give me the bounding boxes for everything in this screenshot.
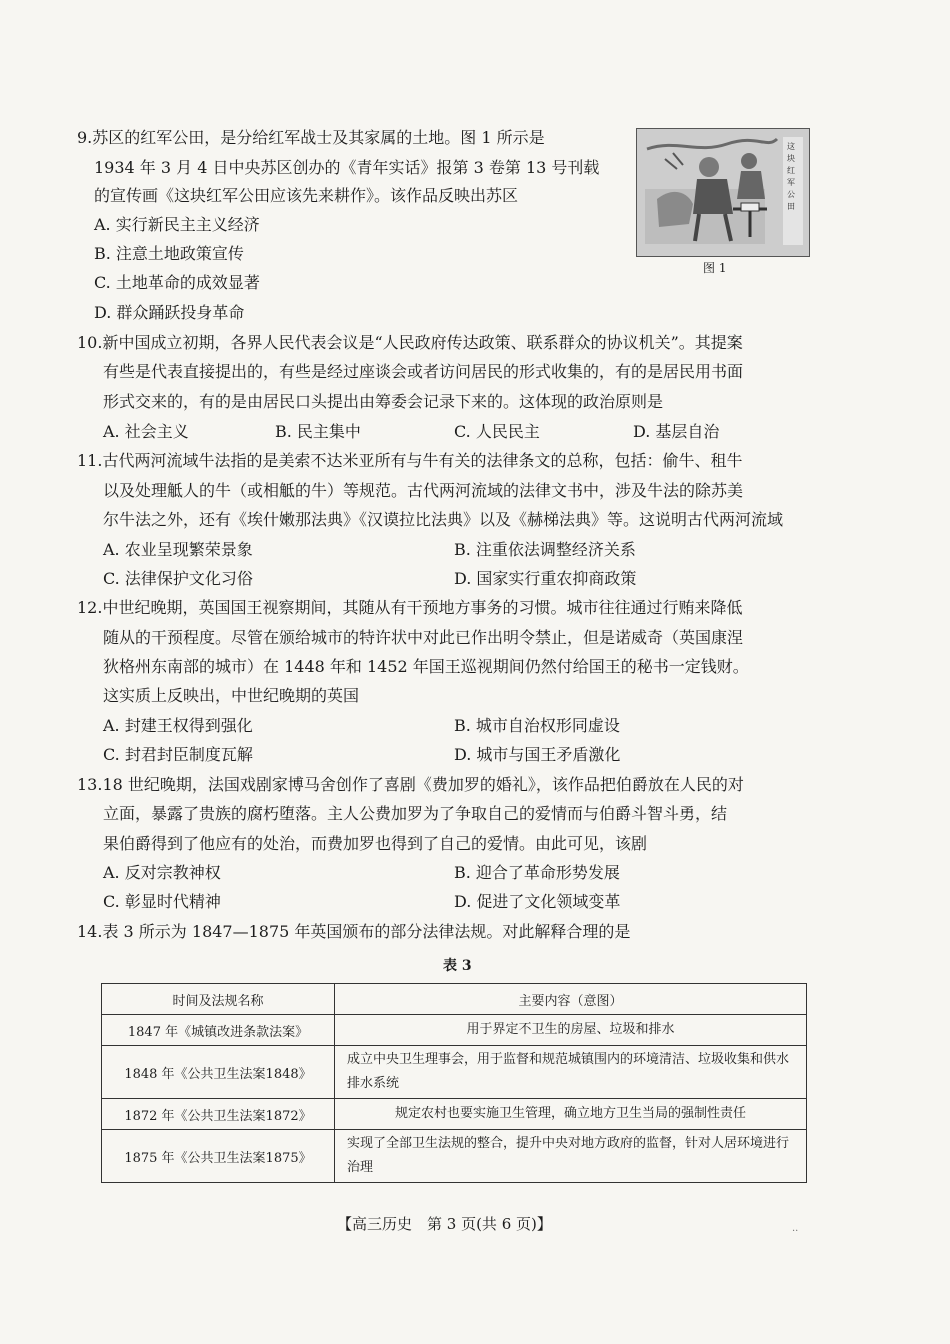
table-cell: 1848 年《公共卫生法案1848》 (102, 1046, 335, 1099)
question-10-line: 形式交来的，有的是由居民口头提出由筹委会记录下来的。这体现的政治原则是 (103, 392, 664, 411)
svg-text:块: 块 (787, 154, 795, 163)
question-13-line: 13.18 世纪晚期，法国戏剧家博马舍创作了喜剧《费加罗的婚礼》，该作品把伯爵放在人民的对 (77, 775, 744, 794)
table-header-row (102, 984, 807, 1015)
figure-caption: 图 1 (703, 261, 727, 275)
question-13-option-d: D. 促进了文化领域变革 (454, 892, 621, 911)
question-10-option-c: C. 人民民主 (454, 422, 540, 441)
question-11-option-a: A. 农业呈现繁荣景象 (103, 540, 253, 559)
table-cell: 成立中央卫生理事会，用于监督和规范城镇围内的环境清洁、垃圾收集和供水排水系统 (335, 1046, 807, 1099)
question-9-line: 1934 年 3 月 4 日中央苏区创办的《青年实话》报第 3 卷第 13 号刊载 (94, 158, 600, 177)
svg-text:军: 军 (787, 178, 795, 187)
table-row (102, 1015, 807, 1046)
page-footer: 【高三历史 第 3 页(共 6 页)】 (337, 1215, 552, 1233)
question-13-line: 果伯爵得到了他应有的处治，而费加罗也得到了自己的爱情。由此可见，该剧 (103, 834, 648, 853)
table-cell: 1872 年《公共卫生法案1872》 (102, 1099, 335, 1130)
table-header: 主要内容（意图） (335, 984, 807, 1015)
question-13-option-c: C. 彰显时代精神 (103, 892, 221, 911)
question-10-option-b: B. 民主集中 (275, 422, 361, 441)
question-12-line: 随从的干预程度。尽管在颁给城市的特许状中对此已作出明令禁止，但是诺威奇（英国康涅 (103, 628, 744, 647)
question-10-option-d: D. 基层自治 (633, 422, 720, 441)
table-cell: 规定农村也要实施卫生管理，确立地方卫生当局的强制性责任 (335, 1099, 807, 1130)
table-cell: 1875 年《公共卫生法案1875》 (102, 1130, 335, 1183)
question-11-line: 以及处理觝人的牛（或相觝的牛）等规范。古代两河流域的法律文书中，涉及牛法的除苏美 (103, 481, 744, 500)
table-row (102, 1099, 807, 1130)
question-10-option-a: A. 社会主义 (103, 422, 189, 441)
table-row (102, 1130, 807, 1183)
table-header: 时间及法规名称 (102, 984, 335, 1015)
question-12-line: 狄格州东南部的城市）在 1448 年和 1452 年国王巡视期间仍然付给国王的秘书一定钱财。 (103, 657, 749, 676)
question-9-line: 的宣传画《这块红军公田应该先来耕作》。该作品反映出苏区 (94, 186, 519, 205)
question-9-option-c: C. 土地革命的成效显著 (94, 273, 260, 292)
svg-text:田: 田 (787, 202, 795, 211)
table-title: 表 3 (443, 958, 472, 974)
question-14-line: 14.表 3 所示为 1847—1875 年英国颁布的部分法律法规。对此解释合理的是 (77, 922, 631, 941)
question-9-line: 9.苏区的红军公田，是分给红军战士及其家属的土地。图 1 所示是 (77, 128, 545, 147)
question-11-line: 尔牛法之外，还有《埃什嫩那法典》《汉谟拉比法典》以及《赫梯法典》等。这说明古代两河流域 (103, 510, 784, 529)
question-13-option-a: A. 反对宗教神权 (103, 863, 221, 882)
question-13-option-b: B. 迎合了革命形势发展 (454, 863, 620, 882)
corner-mark: ·· (792, 1226, 799, 1237)
table-cell: 1847 年《城镇改进条款法案》 (102, 1015, 335, 1046)
question-10-line: 有些是代表直接提出的，有些是经过座谈会或者访问居民的形式收集的，有的是居民用书面 (103, 362, 744, 381)
question-12-option-b: B. 城市自治权形同虚设 (454, 716, 620, 735)
question-9-option-b: B. 注意土地政策宣传 (94, 244, 244, 263)
question-12-line: 12.中世纪晚期，英国国王视察期间，其随从有干预地方事务的习惯。城市往往通过行贿来降低 (77, 598, 743, 617)
question-12-line: 这实质上反映出，中世纪晚期的英国 (103, 686, 360, 705)
svg-text:这: 这 (787, 142, 795, 151)
question-11-line: 11.古代两河流域牛法指的是美索不达米亚所有与牛有关的法律条文的总称，包括：偷牛、租牛 (77, 451, 743, 470)
question-10-line: 10.新中国成立初期，各界人民代表会议是“人民政府传达政策、联系群众的协议机关”。其提案 (77, 333, 743, 352)
question-12-option-c: C. 封君封臣制度瓦解 (103, 745, 253, 764)
question-12-option-a: A. 封建王权得到强化 (103, 716, 253, 735)
question-11-option-b: B. 注重依法调整经济关系 (454, 540, 636, 559)
laws-table (101, 983, 807, 1183)
question-13-line: 立面，暴露了贵族的腐朽堕落。主人公费加罗为了争取自己的爱情而与伯爵斗智斗勇，结 (103, 804, 728, 823)
question-9-option-a: A. 实行新民主主义经济 (94, 215, 260, 234)
question-11-option-c: C. 法律保护文化习俗 (103, 569, 253, 588)
svg-text:公: 公 (787, 190, 795, 199)
question-11-option-d: D. 国家实行重农抑商政策 (454, 569, 637, 588)
propaganda-illustration (636, 128, 810, 257)
svg-text:红: 红 (787, 166, 795, 175)
table-cell: 用于界定不卫生的房屋、垃圾和排水 (335, 1015, 807, 1046)
table-cell: 实现了全部卫生法规的整合，提升中央对地方政府的监督，针对人居环境进行治理 (335, 1130, 807, 1183)
question-12-option-d: D. 城市与国王矛盾激化 (454, 745, 621, 764)
table-row (102, 1046, 807, 1099)
question-9-option-d: D. 群众踊跃投身革命 (94, 303, 245, 322)
